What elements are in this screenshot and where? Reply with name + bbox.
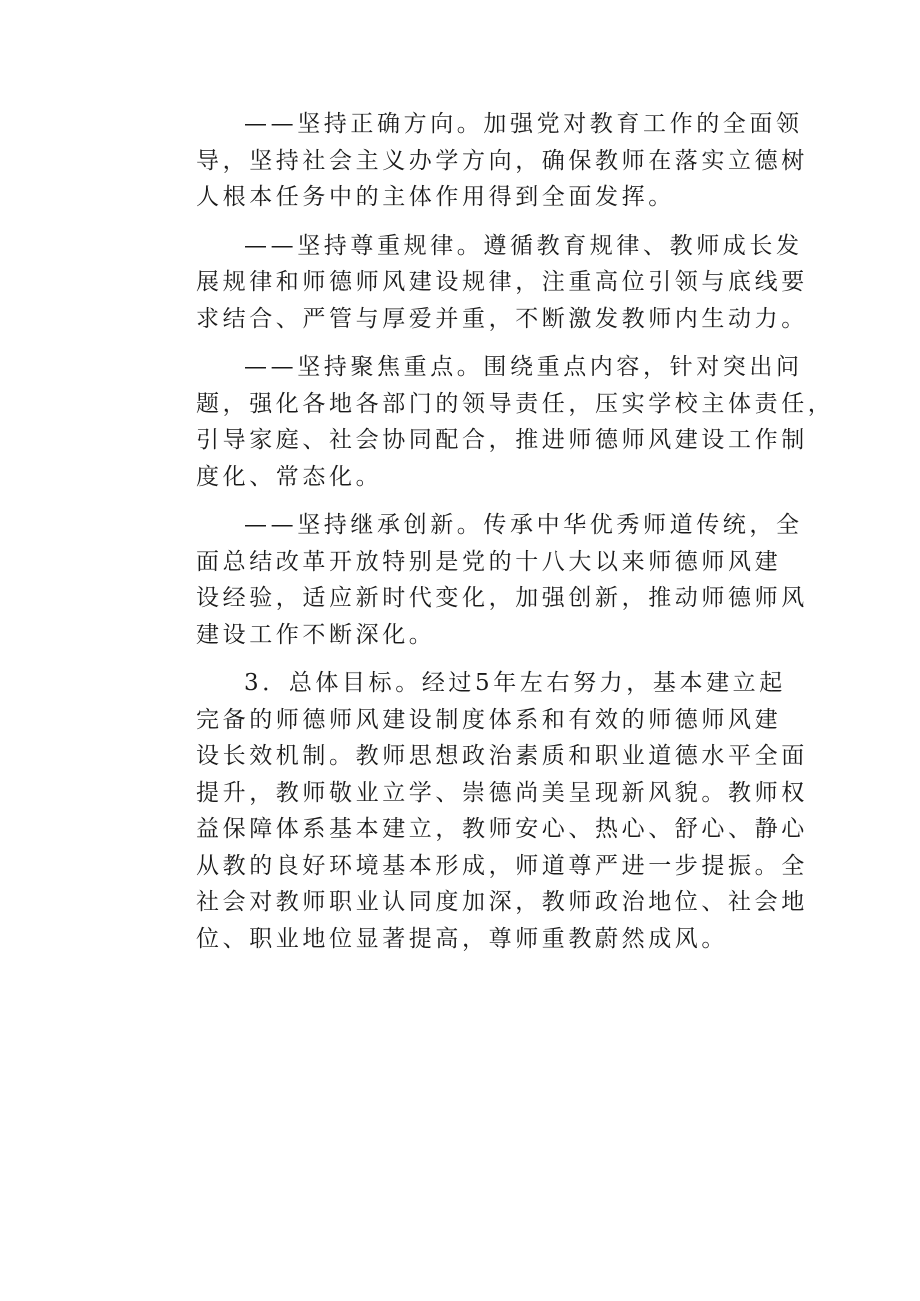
paragraph-line: 展规律和师德师风建设规律，注重高位引领与底线要 xyxy=(196,269,808,295)
paragraph-line: 设长效机制。教师思想政治素质和职业道德水平全面 xyxy=(196,743,808,769)
paragraph-line: 设经验，适应新时代变化，加强创新，推动师德师风 xyxy=(196,585,808,611)
paragraph-line: 求结合、严管与厚爱并重，不断激发教师内生动力。 xyxy=(196,305,808,332)
paragraph-line: 建设工作不断深化。 xyxy=(196,621,436,648)
paragraph-line: 益保障体系基本建立，教师安心、热心、舒心、静心 xyxy=(196,816,808,842)
document-body xyxy=(196,106,835,969)
paragraph-line: 从教的良好环境基本形成，师道尊严进一步提振。全 xyxy=(196,852,808,879)
paragraph-line: 导，坚持社会主义办学方向，确保教师在落实立德树 xyxy=(196,147,808,174)
paragraph-line: 完备的师德师风建设制度体系和有效的师德师风建 xyxy=(196,706,782,733)
paragraph-line: ——坚持尊重规律。遵循教育规律、教师成长发 xyxy=(244,232,803,259)
paragraph-line: 题，强化各地各部门的领导责任，压实学校主体责任， xyxy=(196,390,835,417)
paragraph-line: 引导家庭、社会协同配合，推进师德师风建设工作制 xyxy=(196,427,808,453)
paragraph-respect-laws xyxy=(196,228,808,338)
paragraph-focus-priorities xyxy=(196,349,835,495)
paragraph-line: ——坚持正确方向。加强党对教育工作的全面领 xyxy=(244,111,803,137)
paragraph-inherit-innovate xyxy=(196,507,808,653)
paragraph-line: 3．总体目标。经过5年左右努力，基本建立起 xyxy=(244,670,786,696)
paragraph-line: 提升，教师敬业立学、崇德尚美呈现新风貌。教师权 xyxy=(196,779,808,806)
paragraph-line: 社会对教师职业认同度加深，教师政治地位、社会地 xyxy=(196,889,808,915)
paragraph-line: 位、职业地位显著提高，尊师重教蔚然成风。 xyxy=(196,925,728,952)
paragraph-line: ——坚持继承创新。传承中华优秀师道传统，全 xyxy=(244,512,803,538)
paragraph-line: ——坚持聚焦重点。围绕重点内容，针对突出问 xyxy=(244,354,803,380)
paragraph-correct-direction xyxy=(196,106,808,216)
paragraph-overall-goal xyxy=(196,665,808,957)
paragraph-line: 度化、常态化。 xyxy=(196,463,383,490)
paragraph-line: 人根本任务中的主体作用得到全面发挥。 xyxy=(196,184,675,210)
paragraph-line: 面总结改革开放特别是党的十八大以来师德师风建 xyxy=(196,548,782,575)
